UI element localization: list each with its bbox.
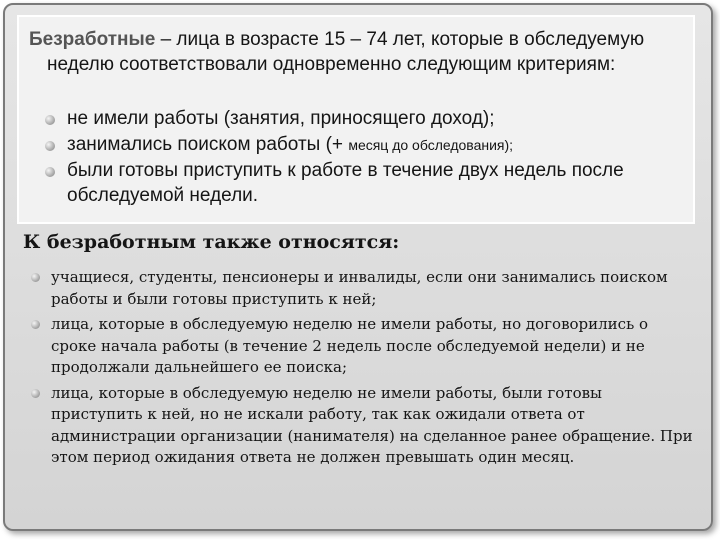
definition-intro [29, 27, 687, 77]
also-item [27, 267, 695, 310]
definition-term: Безработные [29, 29, 156, 50]
criteria-list [39, 106, 679, 209]
also-list [27, 267, 695, 473]
also-item [27, 314, 695, 379]
bullet-icon [31, 389, 40, 398]
criteria-text: не имели работы (занятия, приносящего доход); [67, 108, 495, 129]
bullet-icon [45, 167, 55, 177]
criteria-text: были готовы приступить к работе в течение двух недель после обследуемой недели. [67, 160, 624, 206]
criteria-text: занимались поиском работы (+ [67, 134, 349, 155]
criteria-item [39, 158, 679, 209]
also-item [27, 383, 695, 469]
also-item-text: учащиеся, студенты, пенсионеры и инвалиды, если они занимались поиском работы и были готовы приступить к ней; [51, 268, 668, 308]
bullet-icon [45, 115, 55, 125]
bullet-icon [31, 320, 40, 329]
slide-frame [3, 3, 713, 531]
definition-intro-text: – лица в возрасте 15 – 74 лет, которые в обследуемую неделю соответствовали одновременно следующим критериям: [47, 29, 645, 75]
bullet-icon [45, 141, 55, 151]
criteria-item [39, 106, 679, 132]
bullet-icon [31, 273, 40, 282]
criteria-item [39, 132, 679, 158]
definition-box [17, 15, 695, 224]
also-item-text: лица, которые в обследуемую неделю не имели работы, были готовы приступить к ней, но не искали работу, так как ожидали ответа от администрации организации (нанимателя) на сделанное ранее обращение. При этом период ожидания ответа не должен превышать один месяц. [51, 383, 693, 466]
section-heading: К безработным также относятся: [23, 231, 400, 253]
criteria-note: месяц до обследования); [348, 137, 514, 153]
also-item-text: лица, которые в обследуемую неделю не имели работы, но договорились о сроке начала работы (в течение 2 недель после обследуемой недели) и не продолжали дальнейшего ее поиска; [51, 315, 649, 376]
